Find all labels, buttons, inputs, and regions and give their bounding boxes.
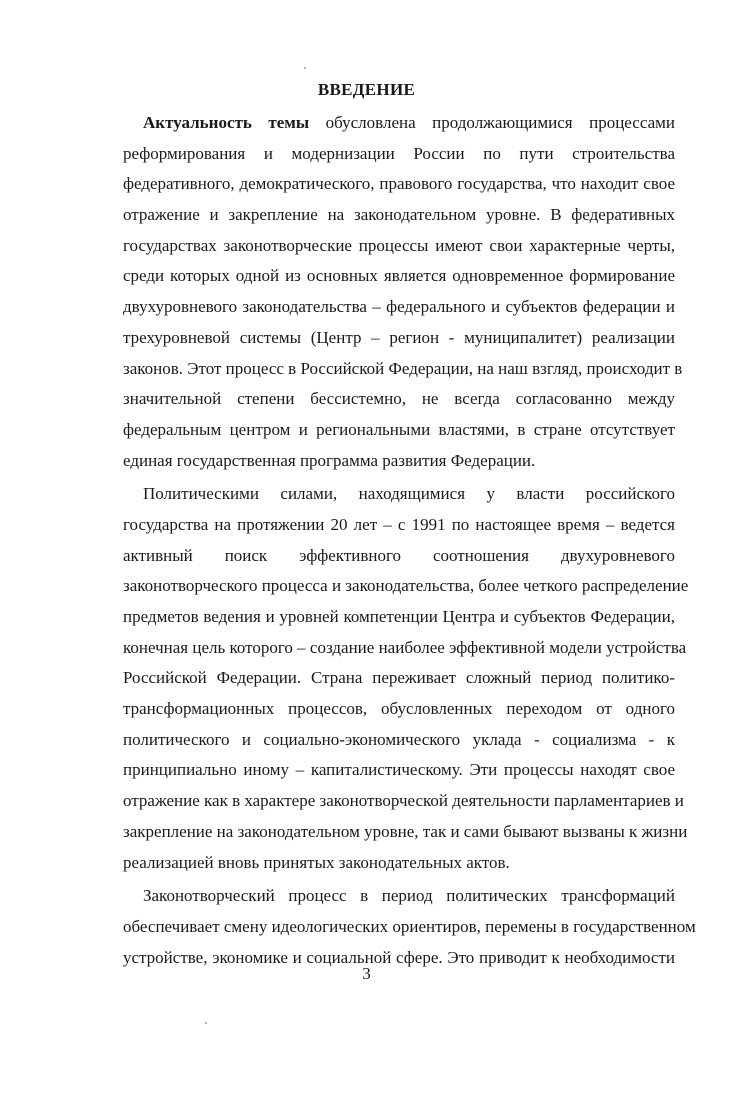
text-line: государствах законотворческие процессы имеют свои характерные черты,	[123, 235, 675, 255]
text-line: предметов ведения и уровней компетенции Центра и субъектов Федерации,	[123, 607, 675, 626]
text-line: государства на протяжении 20 лет – с 1991 по настоящее время – ведется	[123, 514, 675, 534]
text-line: обеспечивает смену идеологических ориентиров, перемены в государственном	[123, 916, 696, 936]
text-line: политического и социально-экономического уклада - социализма - к	[123, 729, 675, 749]
paragraph-2	[123, 479, 689, 878]
text-line: законотворческого процесса и законодательства, более четкого распределение	[123, 576, 689, 596]
text-line: Российской Федерации. Страна переживает сложный период политико-	[123, 668, 675, 688]
text-line: Актуальность темы обусловлена продолжающимися процессами	[143, 113, 675, 132]
text-line: федеративного, демократического, правового государства, что находит свое	[123, 174, 675, 194]
body-text	[123, 108, 696, 973]
page-number: 3	[362, 964, 371, 983]
text-line: принципиально иному – капиталистическому. Эти процессы находят свое	[123, 760, 675, 780]
text-line: федеральным центром и региональными властями, в стране отсутствует	[123, 419, 675, 439]
text-line: среди которых одной из основных является одновременное формирование	[123, 266, 675, 286]
text-line: Политическими силами, находящимися у власти российского	[143, 484, 675, 504]
lead-bold-phrase: Актуальность темы	[143, 113, 310, 132]
text-line: устройстве, экономике и социальной сфере. Это приводит к необходимости	[123, 947, 675, 967]
text-line: конечная цель которого – создание наиболее эффективной модели устройства	[123, 637, 687, 657]
scan-speck	[205, 1022, 207, 1024]
text-line: Законотворческий процесс в период политических трансформаций	[143, 886, 675, 906]
section-heading: ВВЕДЕНИЕ	[317, 80, 416, 99]
text-line: реформирования и модернизации России по пути строительства	[123, 143, 675, 163]
text-line: активный поиск эффективного соотношения двухуровневого	[123, 545, 675, 565]
text-line: реализацией вновь принятых законодательных актов.	[123, 852, 510, 872]
text-line: единая государственная программа развития Федерации.	[123, 450, 536, 470]
text-line: отражение как в характере законотворческой деятельности парламентариев и	[123, 791, 684, 811]
text-line: трансформационных процессов, обусловленных переходом от одного	[123, 699, 675, 719]
text-line: значительной степени бессистемно, не всегда согласованно между	[123, 389, 675, 409]
scan-speck	[304, 67, 306, 69]
text-line: закрепление на законодательном уровне, так и сами бывают вызваны к жизни	[123, 821, 688, 841]
text-line: трехуровневой системы (Центр – регион - муниципалитет) реализации	[123, 327, 675, 347]
paragraph-1	[123, 108, 683, 476]
text-line: законов. Этот процесс в Российской Федерации, на наш взгляд, происходит в	[123, 358, 683, 378]
text-line: отражение и закрепление на законодательном уровне. В федеративных	[123, 205, 675, 225]
text-line: двухуровневого законодательства – федерального и субъектов федерации и	[123, 297, 675, 317]
paragraph-3	[123, 881, 696, 973]
